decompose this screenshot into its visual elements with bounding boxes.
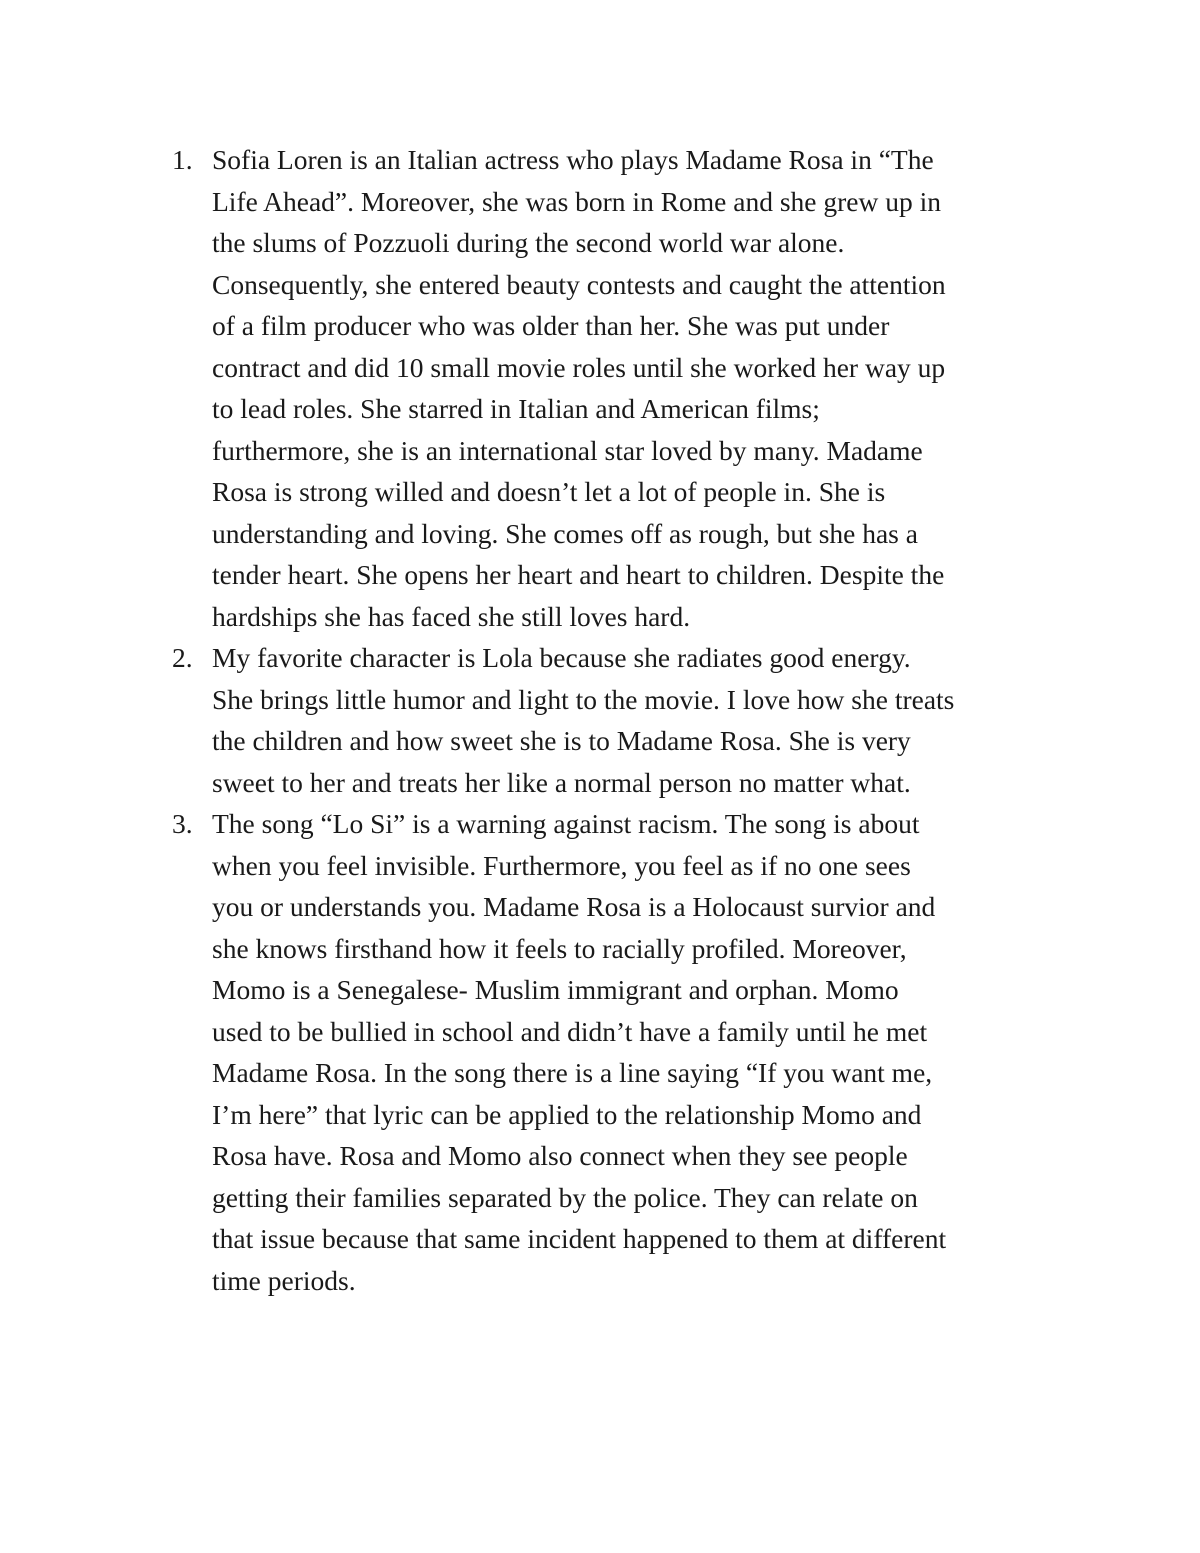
text-line: Rosa have. Rosa and Momo also connect when they see people <box>212 1140 908 1171</box>
list-item <box>170 139 1075 637</box>
text-line: you or understands you. Madame Rosa is a Holocaust survior and <box>212 891 936 922</box>
text-line: of a film producer who was older than her. She was put under <box>212 310 890 341</box>
text-line: Momo is a Senegalese- Muslim immigrant and orphan. Momo <box>212 974 899 1005</box>
list-item <box>170 637 1075 803</box>
text-line: Life Ahead”. Moreover, she was born in Rome and she grew up in <box>212 185 941 217</box>
text-line: Sofia Loren is an Italian actress who plays Madame Rosa in “The <box>212 144 934 175</box>
list-item <box>170 803 1075 1301</box>
text-line: time periods. <box>212 1264 356 1296</box>
text-line: My favorite character is Lola because she radiates good energy. <box>212 642 911 673</box>
text-line: Rosa is strong willed and doesn’t let a lot of people in. She is <box>212 476 886 507</box>
text-line: the slums of Pozzuoli during the second world war alone. <box>212 227 845 258</box>
text-line: getting their families separated by the police. They can relate on <box>212 1181 918 1213</box>
text-line: sweet to her and treats her like a normal person no matter what. <box>212 766 911 798</box>
text-line: hardships she has faced she still loves hard. <box>212 600 691 632</box>
item-number: 3. <box>172 808 193 839</box>
answer-list <box>170 139 1075 1301</box>
text-line: when you feel invisible. Furthermore, you feel as if no one sees <box>212 849 911 881</box>
text-line: she knows firsthand how it feels to racially profiled. Moreover, <box>212 932 907 964</box>
text-line: contract and did 10 small movie roles until she worked her way up <box>212 351 946 383</box>
text-line: I’m here” that lyric can be applied to the relationship Momo and <box>212 1098 922 1130</box>
text-line: that issue because that same incident happened to them at different <box>212 1223 947 1254</box>
text-line: She brings little humor and light to the movie. I love how she treats <box>212 683 955 715</box>
text-line: Madame Rosa. In the song there is a line saying “If you want me, <box>212 1057 933 1088</box>
text-line: used to be bullied in school and didn’t have a family until he met <box>212 1015 928 1047</box>
text-line: to lead roles. She starred in Italian and American films; <box>212 393 820 424</box>
item-number: 1. <box>172 144 193 175</box>
text-line: tender heart. She opens her heart and heart to children. Despite the <box>212 559 945 590</box>
text-line: The song “Lo Si” is a warning against racism. The song is about <box>212 808 920 839</box>
text-line: Consequently, she entered beauty contests and caught the attention <box>212 268 946 300</box>
text-line: furthermore, she is an international star loved by many. Madame <box>212 434 923 466</box>
text-line: the children and how sweet she is to Madame Rosa. She is very <box>212 725 911 756</box>
text-line: understanding and loving. She comes off as rough, but she has a <box>212 517 918 549</box>
item-number: 2. <box>172 642 193 673</box>
